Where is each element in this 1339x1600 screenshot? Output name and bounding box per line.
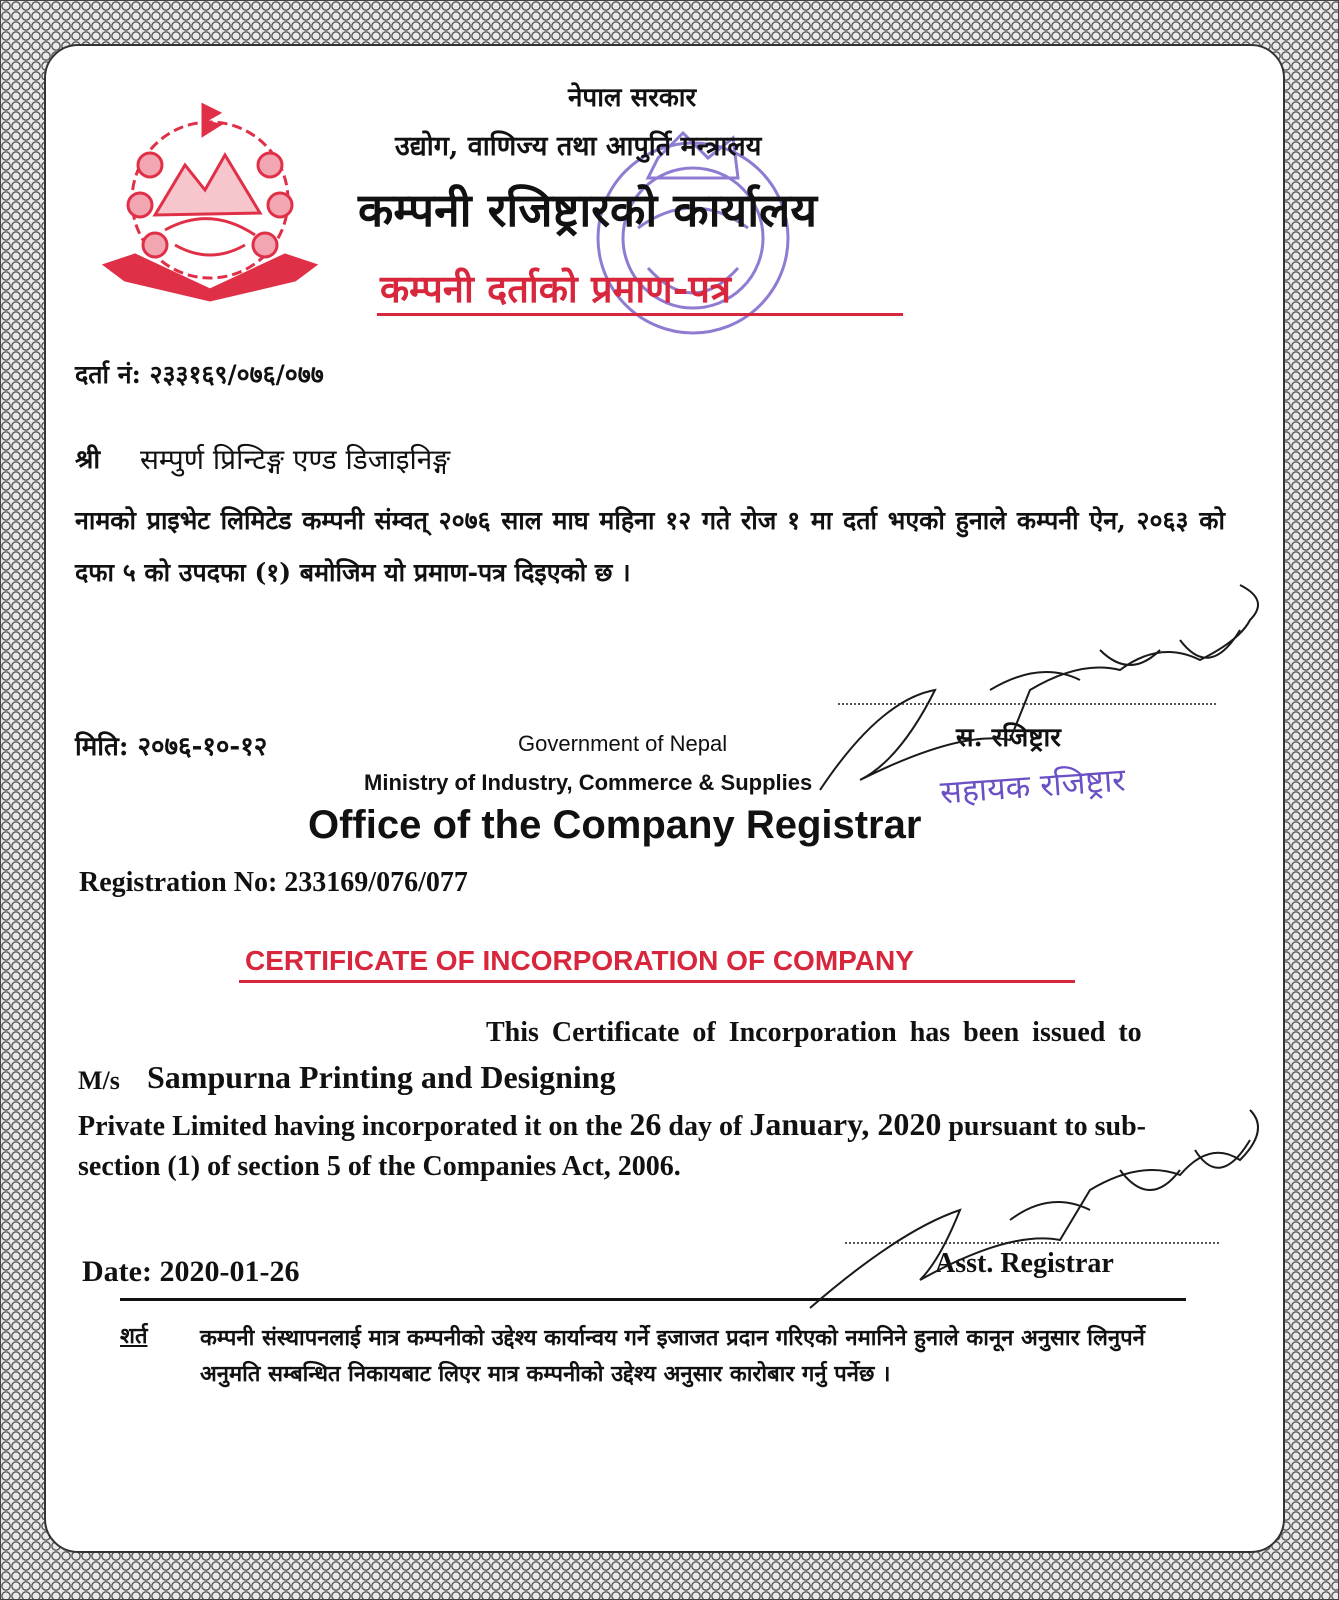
- nepali-signatory-title: स. रजिष्ट्रार: [956, 723, 1061, 753]
- conditions-label: शर्त: [120, 1323, 148, 1349]
- english-certificate-title: CERTIFICATE OF INCORPORATION OF COMPANY: [245, 945, 914, 976]
- english-registration-number: Registration No: 233169/076/077: [79, 867, 468, 898]
- english-office-heading: Office of the Company Registrar: [308, 803, 922, 847]
- english-body-part3: pursuant to sub-section (1) of section 5 of the Companies Act, 2006.: [78, 1111, 1146, 1182]
- english-day: 26: [629, 1106, 662, 1142]
- english-company-name: Sampurna Printing and Designing: [147, 1059, 616, 1095]
- nepali-ministry-heading: उद्योग, वाणिज्य तथा आपुर्ति मन्त्रालय: [395, 131, 762, 162]
- nepali-date: मिति: २०७६-१०-१२: [75, 732, 268, 762]
- signature-upper-scrawl: [990, 630, 1240, 690]
- nepali-office-heading: कम्पनी रजिष्ट्रारको कार्यालय: [358, 183, 818, 237]
- nepali-honorific: श्री: [75, 445, 101, 475]
- english-month-year: January, 2020: [749, 1106, 942, 1142]
- english-body-part2: day of: [668, 1111, 743, 1142]
- signature-lower: [810, 1110, 1258, 1308]
- nepali-company-name: सम्पुर्ण प्रिन्टिङ्ग एण्ड डिजाइनिङ्ग: [140, 443, 451, 476]
- english-issued-to-text: This Certificate of Incorporation has been issued to: [486, 1017, 1142, 1048]
- nepali-government-heading: नेपाल सरकार: [568, 83, 697, 113]
- nepali-registration-number: दर्ता नं: २३३१६९/०७६/०७७: [75, 360, 324, 389]
- nepali-certificate-title: कम्पनी दर्ताको प्रमाण-पत्र: [380, 266, 731, 311]
- signature-upper: [820, 585, 1258, 790]
- english-date: Date: 2020-01-26: [82, 1255, 300, 1288]
- assistant-registrar-stamp: सहायक रजिष्ट्रार: [938, 760, 1127, 812]
- conditions-text: कम्पनी संस्थापनलाई मात्र कम्पनीको उद्देश्य कार्यान्वय गर्ने इजाजत प्रदान गरिएको नमानिने हुनाले कानून अनुसार लिनुपर्ने अनुमति सम्बन्धित निकायबाट लिएर मात्र कम्पनीको उद्देश्य अनुसार कारोबार गर्नु पर्नेछ ।: [200, 1325, 1145, 1387]
- english-ministry-heading: Ministry of Industry, Commerce & Supplies: [364, 770, 813, 795]
- english-signatory-title: Asst. Registrar: [935, 1248, 1114, 1279]
- english-government-heading: Government of Nepal: [518, 731, 728, 756]
- english-body-part1: Private Limited having incorporated it on the: [78, 1111, 623, 1142]
- nepali-certificate-body: नामको प्राइभेट लिमिटेड कम्पनी संम्वत् २०७६ साल माघ महिना १२ गते रोज १ मा दर्ता भएको हुनाले कम्पनी ऐन, २०६३ को दफा ५ को उपदफा (१) बमोजिम यो प्रमाण-पत्र दिइएको छ ।: [75, 506, 1225, 587]
- english-ms-prefix: M/s: [78, 1066, 120, 1095]
